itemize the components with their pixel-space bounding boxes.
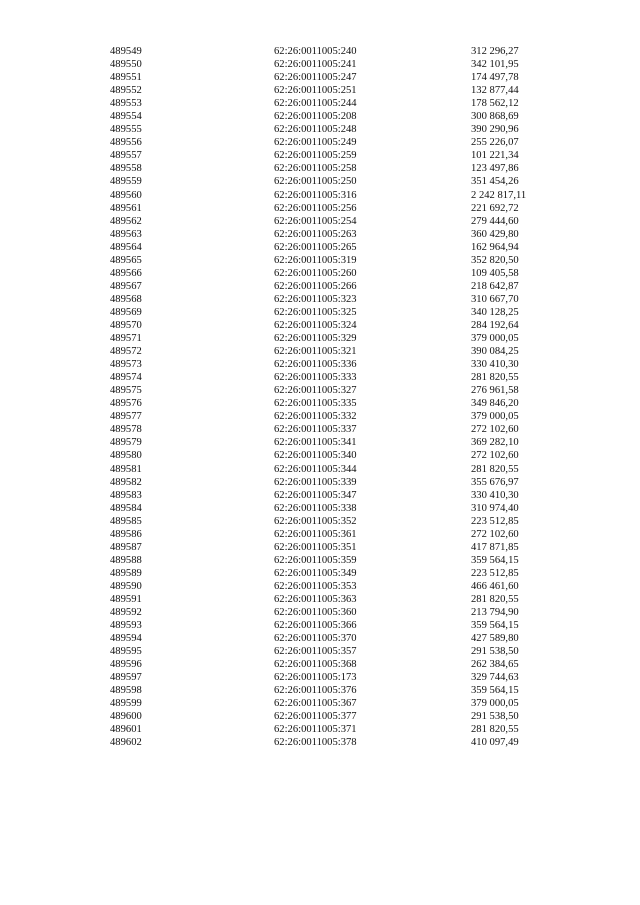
cadastral-number: 62:26:0011005:337 xyxy=(274,424,357,436)
table-row xyxy=(0,528,640,541)
cadastral-number: 62:26:0011005:244 xyxy=(274,98,357,110)
cadastral-number: 62:26:0011005:323 xyxy=(274,293,357,305)
table-row xyxy=(0,449,640,462)
cadastral-number: 62:26:0011005:247 xyxy=(274,72,357,84)
cadastral-number: 62:26:0011005:336 xyxy=(274,359,357,371)
cadastral-number: 62:26:0011005:377 xyxy=(274,711,357,723)
row-number: 489555 xyxy=(110,124,142,136)
row-number: 489568 xyxy=(110,293,142,305)
row-number: 489557 xyxy=(110,150,142,162)
table-row xyxy=(0,541,640,554)
cadastral-number: 62:26:0011005:361 xyxy=(274,528,357,540)
cadastral-number: 62:26:0011005:351 xyxy=(274,541,357,553)
cadastral-number: 62:26:0011005:241 xyxy=(274,59,357,71)
table-row xyxy=(0,723,640,736)
cadastral-number: 62:26:0011005:248 xyxy=(274,124,357,136)
table-row xyxy=(0,280,640,293)
cadastral-number: 62:26:0011005:349 xyxy=(274,567,357,579)
table-row xyxy=(0,241,640,254)
row-number: 489569 xyxy=(110,306,142,318)
table-row xyxy=(0,332,640,345)
table-row xyxy=(0,123,640,136)
row-number: 489564 xyxy=(110,241,142,253)
row-number: 489585 xyxy=(110,515,142,527)
cadastral-value: 410 097,49 xyxy=(471,737,519,749)
cadastral-value: 359 564,15 xyxy=(471,620,519,632)
row-number: 489552 xyxy=(110,85,142,97)
cadastral-number: 62:26:0011005:341 xyxy=(274,437,357,449)
table-row xyxy=(0,45,640,58)
cadastral-number: 62:26:0011005:259 xyxy=(274,150,357,162)
cadastral-value: 312 296,27 xyxy=(471,46,519,57)
cadastral-number: 62:26:0011005:327 xyxy=(274,385,357,397)
row-number: 489560 xyxy=(110,189,142,201)
cadastral-number: 62:26:0011005:240 xyxy=(274,46,357,57)
row-number: 489596 xyxy=(110,659,142,671)
cadastral-value: 355 676,97 xyxy=(471,476,519,488)
table-row xyxy=(0,463,640,476)
row-number: 489549 xyxy=(110,46,142,57)
row-number: 489602 xyxy=(110,737,142,749)
cadastral-value: 417 871,85 xyxy=(471,541,519,553)
table-row xyxy=(0,202,640,215)
cadastral-number: 62:26:0011005:360 xyxy=(274,607,357,619)
cadastral-number: 62:26:0011005:321 xyxy=(274,346,357,358)
cadastral-number: 62:26:0011005:251 xyxy=(274,85,357,97)
cadastral-value: 223 512,85 xyxy=(471,567,519,579)
cadastral-value: 281 820,55 xyxy=(471,372,519,384)
table-row xyxy=(0,554,640,567)
cadastral-value: 352 820,50 xyxy=(471,254,519,266)
row-number: 489570 xyxy=(110,319,142,331)
row-number: 489578 xyxy=(110,424,142,436)
cadastral-value: 281 820,55 xyxy=(471,724,519,736)
row-number: 489583 xyxy=(110,489,142,501)
table-row xyxy=(0,515,640,528)
row-number: 489590 xyxy=(110,580,142,592)
row-number: 489594 xyxy=(110,633,142,645)
table-row xyxy=(0,293,640,306)
cadastral-number: 62:26:0011005:319 xyxy=(274,254,357,266)
row-number: 489577 xyxy=(110,411,142,423)
cadastral-number: 62:26:0011005:249 xyxy=(274,137,357,149)
row-number: 489587 xyxy=(110,541,142,553)
table-row xyxy=(0,476,640,489)
table-row xyxy=(0,632,640,645)
cadastral-number: 62:26:0011005:352 xyxy=(274,515,357,527)
cadastral-value: 330 410,30 xyxy=(471,359,519,371)
cadastral-value: 310 974,40 xyxy=(471,502,519,514)
table-row xyxy=(0,306,640,319)
cadastral-value: 330 410,30 xyxy=(471,489,519,501)
table-row xyxy=(0,423,640,436)
cadastral-value: 310 667,70 xyxy=(471,293,519,305)
row-number: 489562 xyxy=(110,215,142,227)
cadastral-value: 123 497,86 xyxy=(471,163,519,175)
row-number: 489582 xyxy=(110,476,142,488)
data-table xyxy=(0,45,640,750)
table-row xyxy=(0,84,640,97)
cadastral-number: 62:26:0011005:250 xyxy=(274,176,357,188)
cadastral-value: 379 000,05 xyxy=(471,698,519,710)
cadastral-value: 255 226,07 xyxy=(471,137,519,149)
cadastral-value: 281 820,55 xyxy=(471,593,519,605)
cadastral-number: 62:26:0011005:359 xyxy=(274,554,357,566)
cadastral-number: 62:26:0011005:366 xyxy=(274,620,357,632)
cadastral-number: 62:26:0011005:363 xyxy=(274,593,357,605)
cadastral-number: 62:26:0011005:378 xyxy=(274,737,357,749)
cadastral-value: 262 384,65 xyxy=(471,659,519,671)
cadastral-value: 101 221,34 xyxy=(471,150,519,162)
row-number: 489584 xyxy=(110,502,142,514)
row-number: 489561 xyxy=(110,202,142,214)
table-row xyxy=(0,149,640,162)
cadastral-value: 340 128,25 xyxy=(471,306,519,318)
table-row xyxy=(0,384,640,397)
cadastral-value: 2 242 817,11 xyxy=(471,189,527,201)
cadastral-number: 62:26:0011005:371 xyxy=(274,724,357,736)
cadastral-number: 62:26:0011005:335 xyxy=(274,398,357,410)
row-number: 489595 xyxy=(110,646,142,658)
table-row xyxy=(0,358,640,371)
cadastral-number: 62:26:0011005:338 xyxy=(274,502,357,514)
row-number: 489574 xyxy=(110,372,142,384)
cadastral-value: 351 454,26 xyxy=(471,176,519,188)
cadastral-number: 62:26:0011005:266 xyxy=(274,280,357,292)
table-row xyxy=(0,175,640,188)
table-row xyxy=(0,436,640,449)
cadastral-value: 174 497,78 xyxy=(471,72,519,84)
row-number: 489567 xyxy=(110,280,142,292)
cadastral-number: 62:26:0011005:208 xyxy=(274,111,357,123)
cadastral-number: 62:26:0011005:329 xyxy=(274,333,357,345)
row-number: 489586 xyxy=(110,528,142,540)
row-number: 489566 xyxy=(110,267,142,279)
table-row xyxy=(0,567,640,580)
cadastral-value: 359 564,15 xyxy=(471,685,519,697)
table-row xyxy=(0,684,640,697)
cadastral-value: 342 101,95 xyxy=(471,59,519,71)
row-number: 489597 xyxy=(110,672,142,684)
cadastral-value: 223 512,85 xyxy=(471,515,519,527)
cadastral-value: 291 538,50 xyxy=(471,646,519,658)
cadastral-number: 62:26:0011005:367 xyxy=(274,698,357,710)
table-row xyxy=(0,345,640,358)
cadastral-value: 218 642,87 xyxy=(471,280,519,292)
cadastral-value: 221 692,72 xyxy=(471,202,519,214)
cadastral-value: 329 744,63 xyxy=(471,672,519,684)
table-row xyxy=(0,397,640,410)
row-number: 489558 xyxy=(110,163,142,175)
row-number: 489592 xyxy=(110,607,142,619)
table-row xyxy=(0,110,640,123)
table-row xyxy=(0,71,640,84)
table-row xyxy=(0,671,640,684)
row-number: 489550 xyxy=(110,59,142,71)
cadastral-value: 390 084,25 xyxy=(471,346,519,358)
table-row xyxy=(0,215,640,228)
row-number: 489579 xyxy=(110,437,142,449)
row-number: 489554 xyxy=(110,111,142,123)
table-row xyxy=(0,228,640,241)
row-number: 489565 xyxy=(110,254,142,266)
table-row xyxy=(0,58,640,71)
row-number: 489559 xyxy=(110,176,142,188)
row-number: 489589 xyxy=(110,567,142,579)
cadastral-number: 62:26:0011005:340 xyxy=(274,450,357,462)
cadastral-number: 62:26:0011005:370 xyxy=(274,633,357,645)
row-number: 489599 xyxy=(110,698,142,710)
cadastral-number: 62:26:0011005:339 xyxy=(274,476,357,488)
cadastral-number: 62:26:0011005:353 xyxy=(274,580,357,592)
row-number: 489573 xyxy=(110,359,142,371)
cadastral-value: 279 444,60 xyxy=(471,215,519,227)
cadastral-number: 62:26:0011005:258 xyxy=(274,163,357,175)
row-number: 489572 xyxy=(110,346,142,358)
cadastral-number: 62:26:0011005:376 xyxy=(274,685,357,697)
row-number: 489600 xyxy=(110,711,142,723)
cadastral-value: 276 961,58 xyxy=(471,385,519,397)
table-row xyxy=(0,254,640,267)
row-number: 489601 xyxy=(110,724,142,736)
cadastral-number: 62:26:0011005:265 xyxy=(274,241,357,253)
table-row xyxy=(0,658,640,671)
cadastral-value: 272 102,60 xyxy=(471,450,519,462)
row-number: 489551 xyxy=(110,72,142,84)
table-row xyxy=(0,319,640,332)
row-number: 489580 xyxy=(110,450,142,462)
cadastral-value: 272 102,60 xyxy=(471,424,519,436)
cadastral-value: 281 820,55 xyxy=(471,463,519,475)
cadastral-value: 213 794,90 xyxy=(471,607,519,619)
cadastral-number: 62:26:0011005:332 xyxy=(274,411,357,423)
cadastral-value: 466 461,60 xyxy=(471,580,519,592)
row-number: 489591 xyxy=(110,593,142,605)
row-number: 489553 xyxy=(110,98,142,110)
table-row xyxy=(0,189,640,202)
cadastral-number: 62:26:0011005:368 xyxy=(274,659,357,671)
table-row xyxy=(0,371,640,384)
cadastral-number: 62:26:0011005:254 xyxy=(274,215,357,227)
cadastral-value: 291 538,50 xyxy=(471,711,519,723)
table-row xyxy=(0,593,640,606)
table-row xyxy=(0,697,640,710)
cadastral-value: 379 000,05 xyxy=(471,333,519,345)
cadastral-value: 359 564,15 xyxy=(471,554,519,566)
table-row xyxy=(0,580,640,593)
cadastral-value: 109 405,58 xyxy=(471,267,519,279)
row-number: 489563 xyxy=(110,228,142,240)
row-number: 489581 xyxy=(110,463,142,475)
cadastral-number: 62:26:0011005:357 xyxy=(274,646,357,658)
cadastral-number: 62:26:0011005:324 xyxy=(274,319,357,331)
cadastral-number: 62:26:0011005:325 xyxy=(274,306,357,318)
cadastral-value: 427 589,80 xyxy=(471,633,519,645)
cadastral-value: 390 290,96 xyxy=(471,124,519,136)
cadastral-value: 272 102,60 xyxy=(471,528,519,540)
table-row xyxy=(0,410,640,423)
table-row xyxy=(0,162,640,175)
table-row xyxy=(0,736,640,749)
table-row xyxy=(0,267,640,280)
row-number: 489575 xyxy=(110,385,142,397)
cadastral-number: 62:26:0011005:316 xyxy=(274,189,357,201)
row-number: 489556 xyxy=(110,137,142,149)
cadastral-value: 360 429,80 xyxy=(471,228,519,240)
cadastral-value: 284 192,64 xyxy=(471,319,519,331)
row-number: 489598 xyxy=(110,685,142,697)
cadastral-value: 132 877,44 xyxy=(471,85,519,97)
table-row xyxy=(0,136,640,149)
cadastral-value: 178 562,12 xyxy=(471,98,519,110)
cadastral-number: 62:26:0011005:256 xyxy=(274,202,357,214)
cadastral-value: 349 846,20 xyxy=(471,398,519,410)
row-number: 489571 xyxy=(110,333,142,345)
cadastral-value: 162 964,94 xyxy=(471,241,519,253)
cadastral-number: 62:26:0011005:347 xyxy=(274,489,357,501)
cadastral-number: 62:26:0011005:260 xyxy=(274,267,357,279)
cadastral-number: 62:26:0011005:333 xyxy=(274,372,357,384)
cadastral-number: 62:26:0011005:263 xyxy=(274,228,357,240)
table-row xyxy=(0,502,640,515)
table-row xyxy=(0,606,640,619)
cadastral-value: 369 282,10 xyxy=(471,437,519,449)
table-row xyxy=(0,97,640,110)
row-number: 489576 xyxy=(110,398,142,410)
cadastral-number: 62:26:0011005:344 xyxy=(274,463,357,475)
table-row xyxy=(0,489,640,502)
table-row xyxy=(0,645,640,658)
row-number: 489593 xyxy=(110,620,142,632)
cadastral-value: 300 868,69 xyxy=(471,111,519,123)
table-row xyxy=(0,619,640,632)
cadastral-value: 379 000,05 xyxy=(471,411,519,423)
row-number: 489588 xyxy=(110,554,142,566)
table-row xyxy=(0,710,640,723)
cadastral-number: 62:26:0011005:173 xyxy=(274,672,357,684)
